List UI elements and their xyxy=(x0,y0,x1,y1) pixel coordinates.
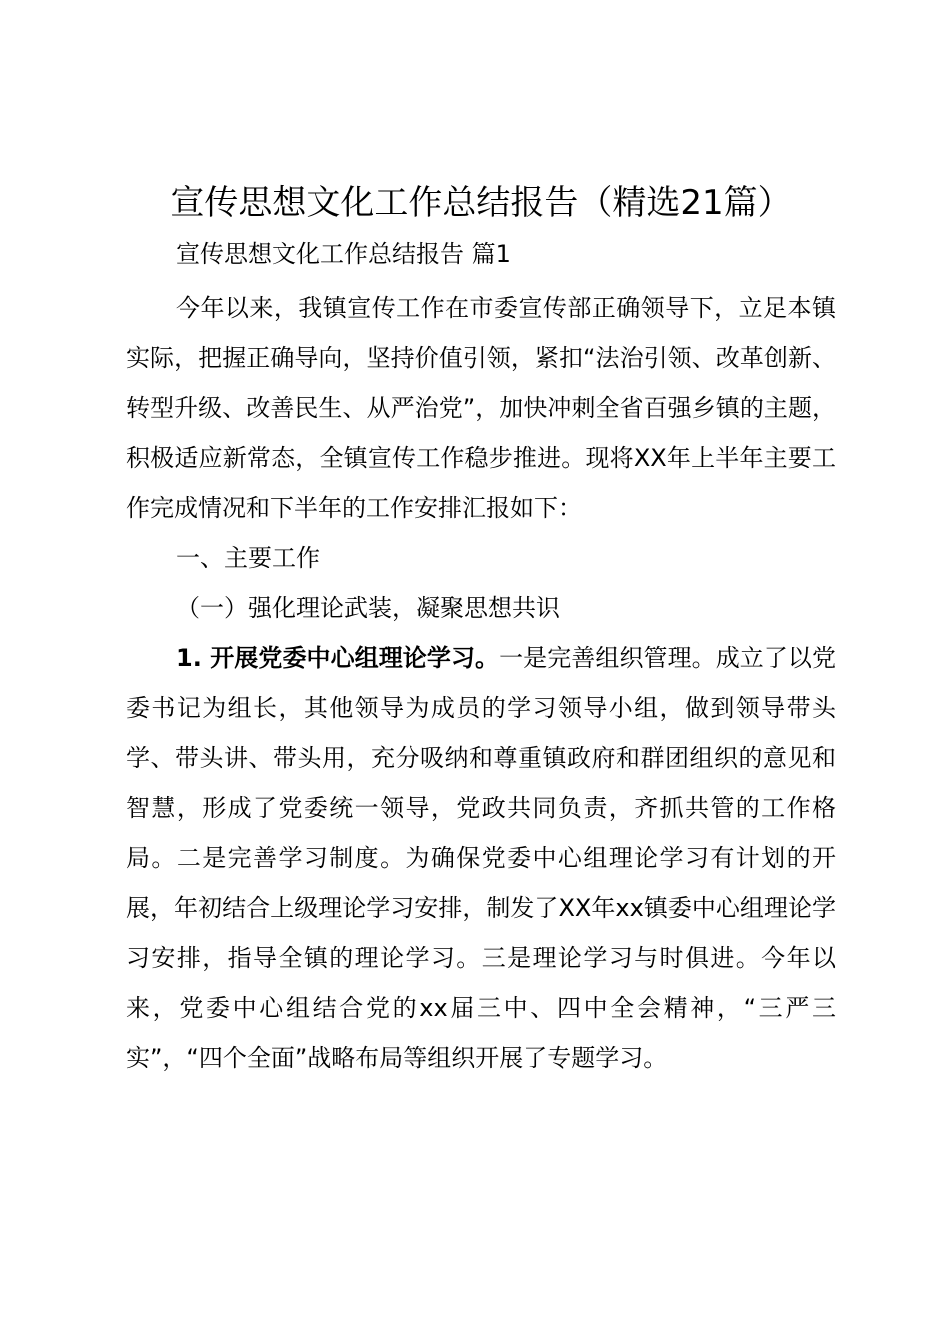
section-heading: 一、主要工作 xyxy=(176,544,320,572)
item1-lead: 1. 开展党委中心组理论学习。 xyxy=(176,644,500,672)
item1-paragraph xyxy=(126,633,836,1083)
document-title: 宣传思想文化工作总结报告（精选21篇） xyxy=(170,183,792,223)
document-subtitle: 宣传思想文化工作总结报告 篇1 xyxy=(176,240,511,268)
subsection-heading: （一）强化理论武装，凝聚思想共识 xyxy=(176,594,560,622)
document-body xyxy=(126,283,836,1083)
item1-body: 一是完善组织管理。成立了以党委书记为组长，其他领导为成员的学习领导小组，做到领导带头学、带头讲、带头用，充分吸纳和尊重镇政府和群团组织的意见和智慧，形成了党委统一领导，党政共同负责，齐抓共管的工作格局。二是完善学习制度。为确保党委中心组理论学习有计划的开展，年初结合上级理论学习安排，制发了XX年xx镇委中心组理论学习安排，指导全镇的理论学习。三是理论学习与时俱进。今年以来，党委中心组结合党的xx届三中、四中全会精神，“三严三实”，“四个全面”战略布局等组织开展了专题学习。 xyxy=(126,644,837,1072)
intro-paragraph: 今年以来，我镇宣传工作在市委宣传部正确领导下，立足本镇实际，把握正确导向，坚持价值引领，紧扣“法治引领、改革创新、转型升级、改善民生、从严治党”，加快冲刺全省百强乡镇的主题，积极适应新常态，全镇宣传工作稳步推进。现将XX年上半年主要工作完成情况和下半年的工作安排汇报如下： xyxy=(126,294,836,522)
